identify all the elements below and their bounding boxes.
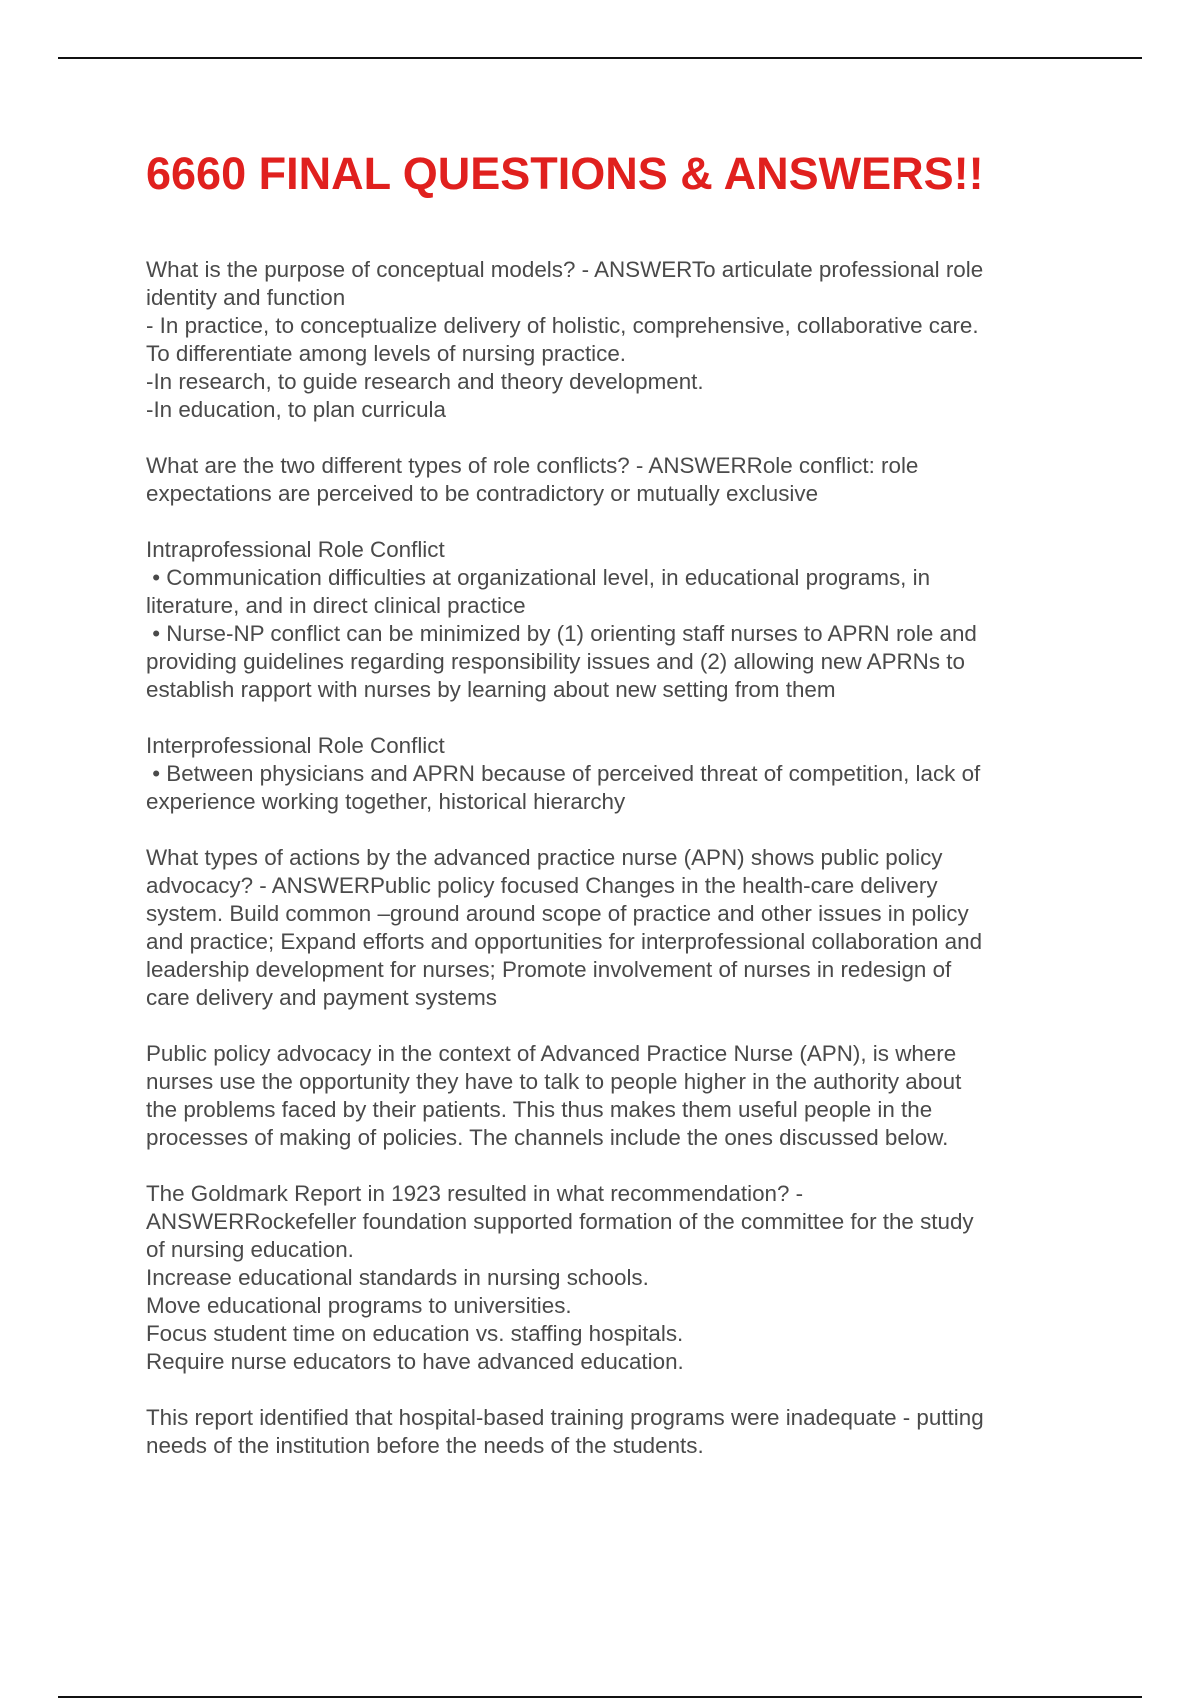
paragraph [146,256,1066,424]
text-line: What types of actions by the advanced practice nurse (APN) shows public policy [146,845,943,870]
text-line: identity and function [146,285,346,310]
paragraph [146,844,1066,1012]
text-line: • Communication difficulties at organizational level, in educational programs, in [146,565,931,590]
text-line: Require nurse educators to have advanced education. [146,1349,684,1374]
paragraph [146,536,1066,704]
text-line: -In research, to guide research and theory development. [146,369,704,394]
paragraph-gap [146,1376,1066,1404]
text-line: This report identified that hospital-based training programs were inadequate - putting [146,1405,984,1430]
top-rule [58,57,1142,59]
paragraph-gap [146,1012,1066,1040]
paragraph [146,732,1066,816]
text-line: -In education, to plan curricula [146,397,446,422]
text-line: experience working together, historical hierarchy [146,789,626,814]
text-line: expectations are perceived to be contradictory or mutually exclusive [146,481,819,506]
text-line: Public policy advocacy in the context of Advanced Practice Nurse (APN), is where [146,1041,957,1066]
paragraph [146,452,1066,508]
paragraph-gap [146,424,1066,452]
text-line: ANSWERRockefeller foundation supported formation of the committee for the study [146,1209,974,1234]
text-line: needs of the institution before the needs of the students. [146,1433,704,1458]
text-line: Intraprofessional Role Conflict [146,537,445,562]
paragraph [146,1040,1066,1152]
text-line: processes of making of policies. The channels include the ones discussed below. [146,1125,949,1150]
paragraph-gap [146,508,1066,536]
text-line: establish rapport with nurses by learning about new setting from them [146,677,836,702]
text-line: the problems faced by their patients. This thus makes them useful people in the [146,1097,933,1122]
text-line: What is the purpose of conceptual models? - ANSWERTo articulate professional role [146,257,984,282]
document-body [146,256,1066,1460]
text-line: To differentiate among levels of nursing practice. [146,341,627,366]
text-line: system. Build common –ground around scope of practice and other issues in policy [146,901,969,926]
text-line: leadership development for nurses; Promote involvement of nurses in redesign of [146,957,952,982]
document-title: 6660 FINAL QUESTIONS & ANSWERS!! [146,148,984,199]
text-line: The Goldmark Report in 1923 resulted in what recommendation? - [146,1181,804,1206]
text-line: • Nurse-NP conflict can be minimized by (1) orienting staff nurses to APRN role and [146,621,977,646]
paragraph-gap [146,704,1066,732]
text-line: and practice; Expand efforts and opportunities for interprofessional collaboration and [146,929,983,954]
text-line: providing guidelines regarding responsibility issues and (2) allowing new APRNs to [146,649,965,674]
text-line: nurses use the opportunity they have to talk to people higher in the authority about [146,1069,962,1094]
bottom-rule [58,1696,1142,1698]
text-line: care delivery and payment systems [146,985,497,1010]
text-line: - In practice, to conceptualize delivery of holistic, comprehensive, collaborative care. [146,313,979,338]
text-line: advocacy? - ANSWERPublic policy focused Changes in the health-care delivery [146,873,938,898]
paragraph [146,1180,1066,1376]
paragraph-gap [146,816,1066,844]
paragraph [146,1404,1066,1460]
text-line: • Between physicians and APRN because of perceived threat of competition, lack of [146,761,981,786]
text-line: Focus student time on education vs. staffing hospitals. [146,1321,684,1346]
text-line: What are the two different types of role conflicts? - ANSWERRole conflict: role [146,453,919,478]
text-line: Increase educational standards in nursing schools. [146,1265,649,1290]
text-line: Interprofessional Role Conflict [146,733,445,758]
text-line: Move educational programs to universities. [146,1293,572,1318]
text-line: literature, and in direct clinical practice [146,593,526,618]
text-line: of nursing education. [146,1237,354,1262]
paragraph-gap [146,1152,1066,1180]
